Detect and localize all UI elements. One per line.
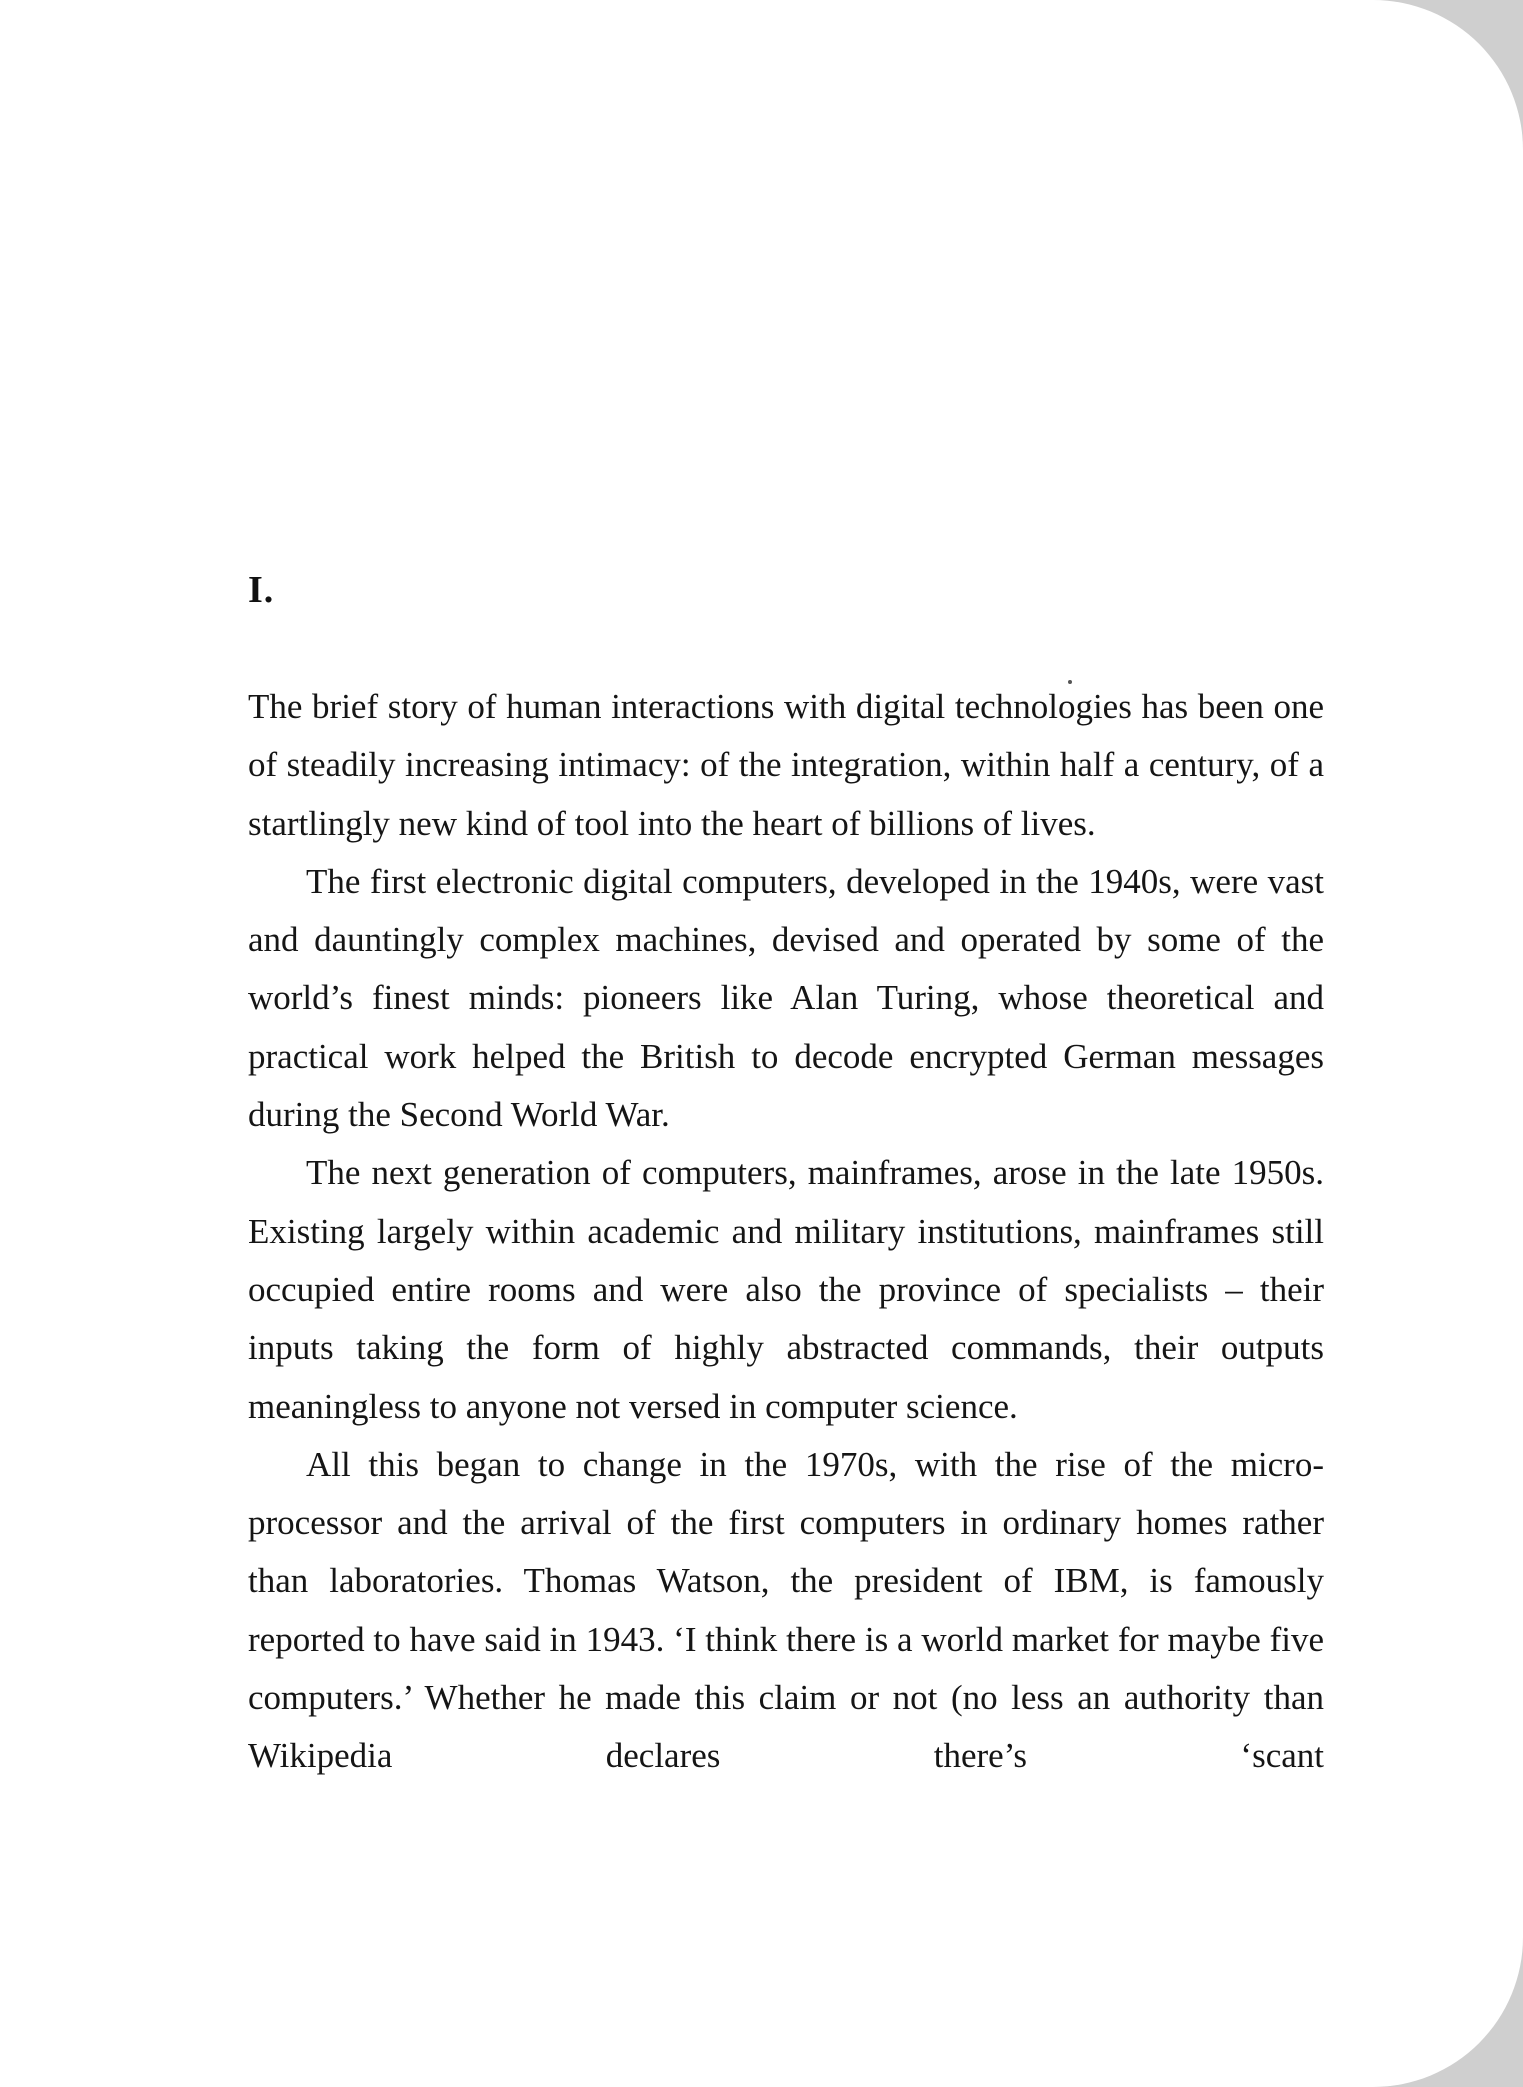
section-number: I. [248,569,275,611]
paragraph-2: The first electronic digital computers, developed in the 1940s, were vast and dauntingly complex machines, devised and operated by some of the world’s finest minds: pioneers like Alan Turing, whose theoretical and practical work helped the British to decode encrypted German messages during the Second World War. [248,861,1324,1135]
paragraph-4: All this began to change in the 1970s, with the rise of the microprocessor and the arrival of the first computers in ordinary homes rather than laboratories. Thomas Watson, the president of IBM, is famously reported to have said in 1943. ‘I think there is a world market for maybe five computers.’ Whether he made this claim or not (no less an authority than Wikipedia declares there’s ‘scant [248,1444,1324,1776]
paragraph-3: The next generation of computers, mainframes, arose in the late 1950s. Existing largely within academic and military institutions, mainframes still occupied entire rooms and were also the province of specialists – their inputs taking the form of highly abstracted commands, their outputs meaningless to anyone not versed in computer science. [248,1153,1324,1426]
body-text [248,678,1324,1786]
paragraph-1: The brief story of human interactions with digital technologies has been one of steadily increasing intimacy: of the integration, within half a century, of a startlingly new kind of tool into the heart of billions of lives. [248,687,1324,843]
